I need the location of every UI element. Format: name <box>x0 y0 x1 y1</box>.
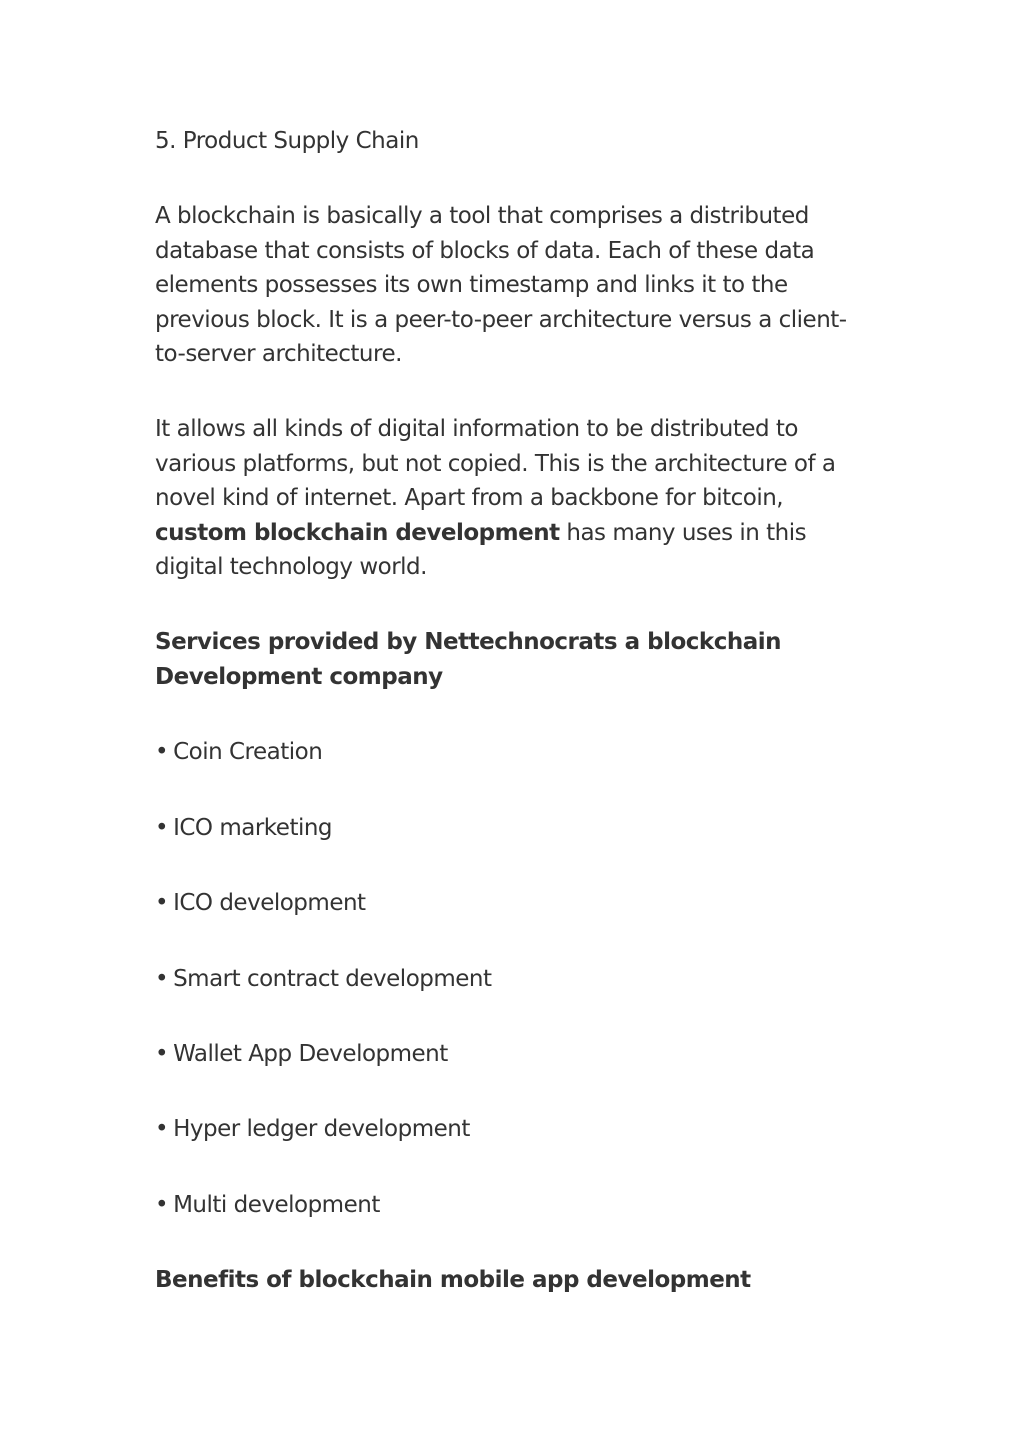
section-title: 5. Product Supply Chain <box>155 128 419 154</box>
list-item-label: Hyper ledger development <box>173 1116 470 1143</box>
list-item <box>155 1112 875 1146</box>
intro-paragraph: A blockchain is basically a tool that comprises a distributed database that consists of blocks of data. Each of these data elements possesses its own timestamp and links it to the previous block. It is a peer-to-peer architecture versus a client-to-server architecture. <box>155 203 847 368</box>
list-item-label: Coin Creation <box>173 739 323 766</box>
services-list <box>155 735 875 1222</box>
benefits-heading: Benefits of blockchain mobile app development <box>155 1267 751 1294</box>
list-item <box>155 1037 875 1071</box>
bold-phrase: custom blockchain development <box>155 519 560 546</box>
bullet-icon: • <box>155 739 169 766</box>
list-item <box>155 811 875 845</box>
list-item <box>155 886 875 920</box>
bullet-icon: • <box>155 890 169 917</box>
bullet-icon: • <box>155 1040 169 1067</box>
list-item <box>155 1188 875 1222</box>
list-item-label: Multi development <box>173 1191 380 1218</box>
document-page <box>155 124 875 1339</box>
architecture-paragraph <box>155 412 875 584</box>
bullet-icon: • <box>155 814 169 841</box>
bullet-icon: • <box>155 1191 169 1218</box>
list-item-label: Wallet App Development <box>173 1040 448 1067</box>
list-item <box>155 962 875 996</box>
paragraph-text-before: It allows all kinds of digital information to be distributed to various platforms, but not copied. This is the architecture of a novel kind of internet. Apart from a backbone for bitcoin, <box>155 416 836 512</box>
services-heading: Services provided by Nettechnocrats a blockchain Development company <box>155 629 781 690</box>
list-item <box>155 735 875 769</box>
bullet-icon: • <box>155 965 169 992</box>
list-item-label: Smart contract development <box>173 965 492 992</box>
paragraph-text-after: has many uses in this digital technology world. <box>155 519 807 581</box>
list-item-label: ICO marketing <box>173 814 333 841</box>
bullet-icon: • <box>155 1116 169 1143</box>
list-item-label: ICO development <box>173 890 366 917</box>
